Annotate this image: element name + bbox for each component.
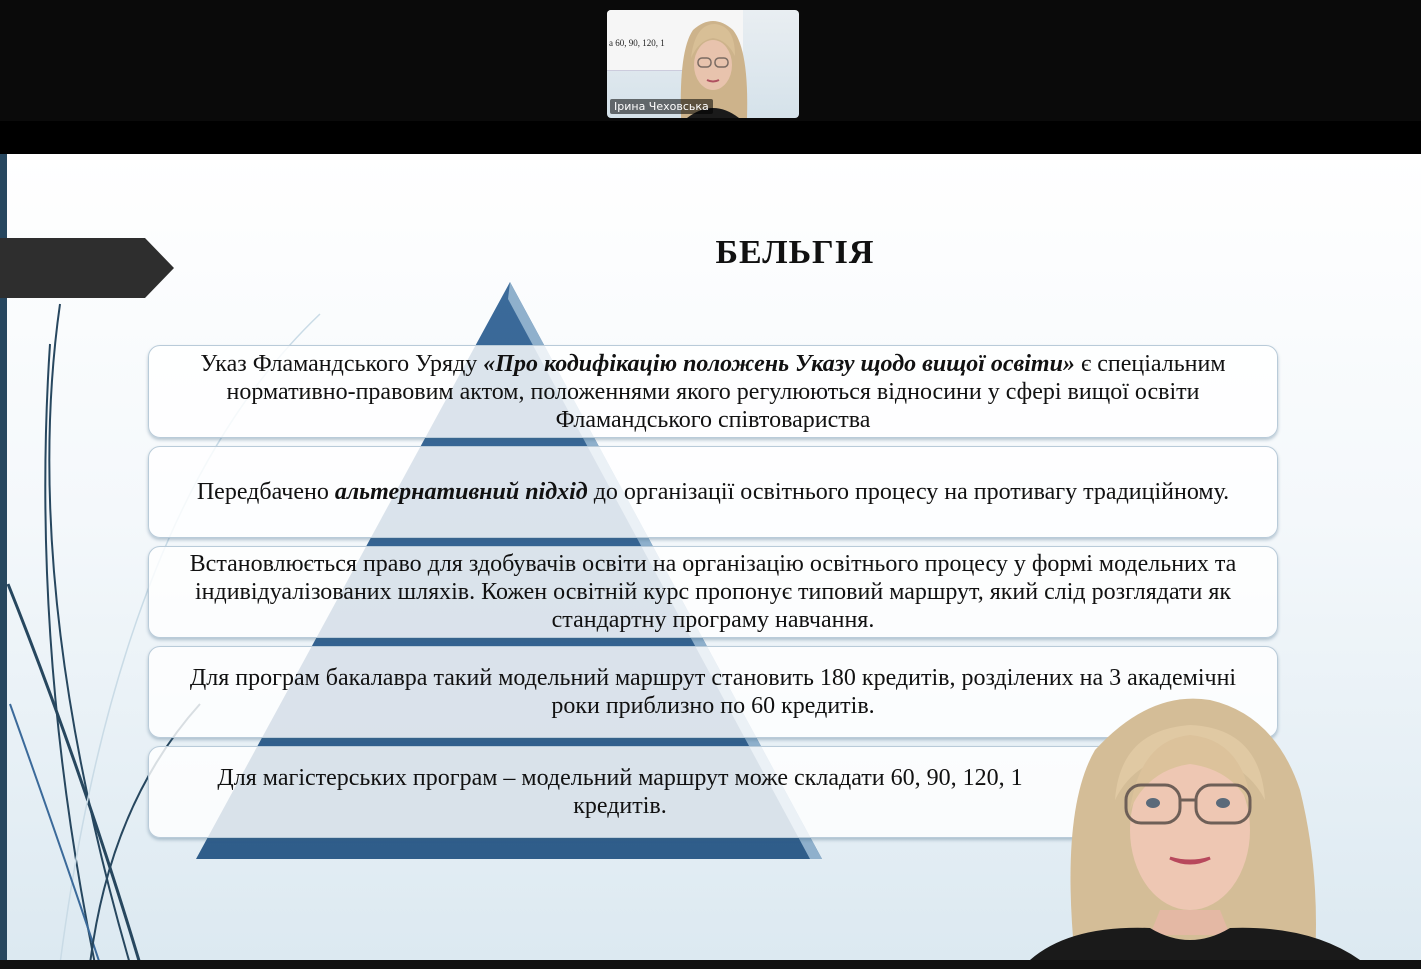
info-box-2-text-end: до організації освітнього процесу на противагу традиційному. [587, 479, 1230, 505]
info-box-2-emphasis: альтернативний підхід [334, 479, 588, 505]
meeting-top-bar [0, 0, 1421, 154]
meeting-bottom-bar [0, 960, 1421, 969]
info-box-2 [148, 446, 1278, 538]
info-box-1-emphasis: «Про кодифікацію положень Указу щодо вищої освіти» [483, 350, 1075, 377]
presenter-video-overlay[interactable] [1030, 690, 1360, 960]
info-box-5-text-end: кредитів. [573, 793, 667, 819]
shared-slide-preview-text: а 60, 90, 120, 1 [609, 38, 665, 48]
info-box-5-text-start: Для магістерських програм – модельний маршрут може складати 60, 90, 120, 1 [217, 765, 1023, 791]
info-box-2-text-start: Передбачено [196, 479, 335, 505]
info-box-1-text-start: Указ Фламандського Уряду [200, 350, 484, 377]
info-box-3-text: Встановлюється право для здобувачів освіти на організацію освітнього процесу у формі модельних та індивідуалізованих шляхів. Кожен освітній курс пропонує типовий маршрут, який слід розглядати як стандартну програму навчання. [189, 551, 1237, 633]
participant-video-tile[interactable] [607, 10, 799, 118]
info-box-1 [148, 345, 1278, 438]
slide-title: БЕЛЬГІЯ [715, 234, 875, 271]
participant-name-label: Ірина Чеховська [610, 99, 713, 114]
info-box-1-text-end: є спеціальним нормативно-правовим актом, положеннями якого регулюються відносини у сфері вищої освіти Фламандського співтовариства [226, 350, 1226, 433]
info-box-3 [148, 546, 1278, 638]
top-bar-divider [0, 121, 1421, 154]
info-box-4-text: Для програм бакалавра такий модельний маршрут становить 180 кредитів, розділених на 3 академічні роки приблизно по 60 кредитів. [189, 665, 1237, 719]
